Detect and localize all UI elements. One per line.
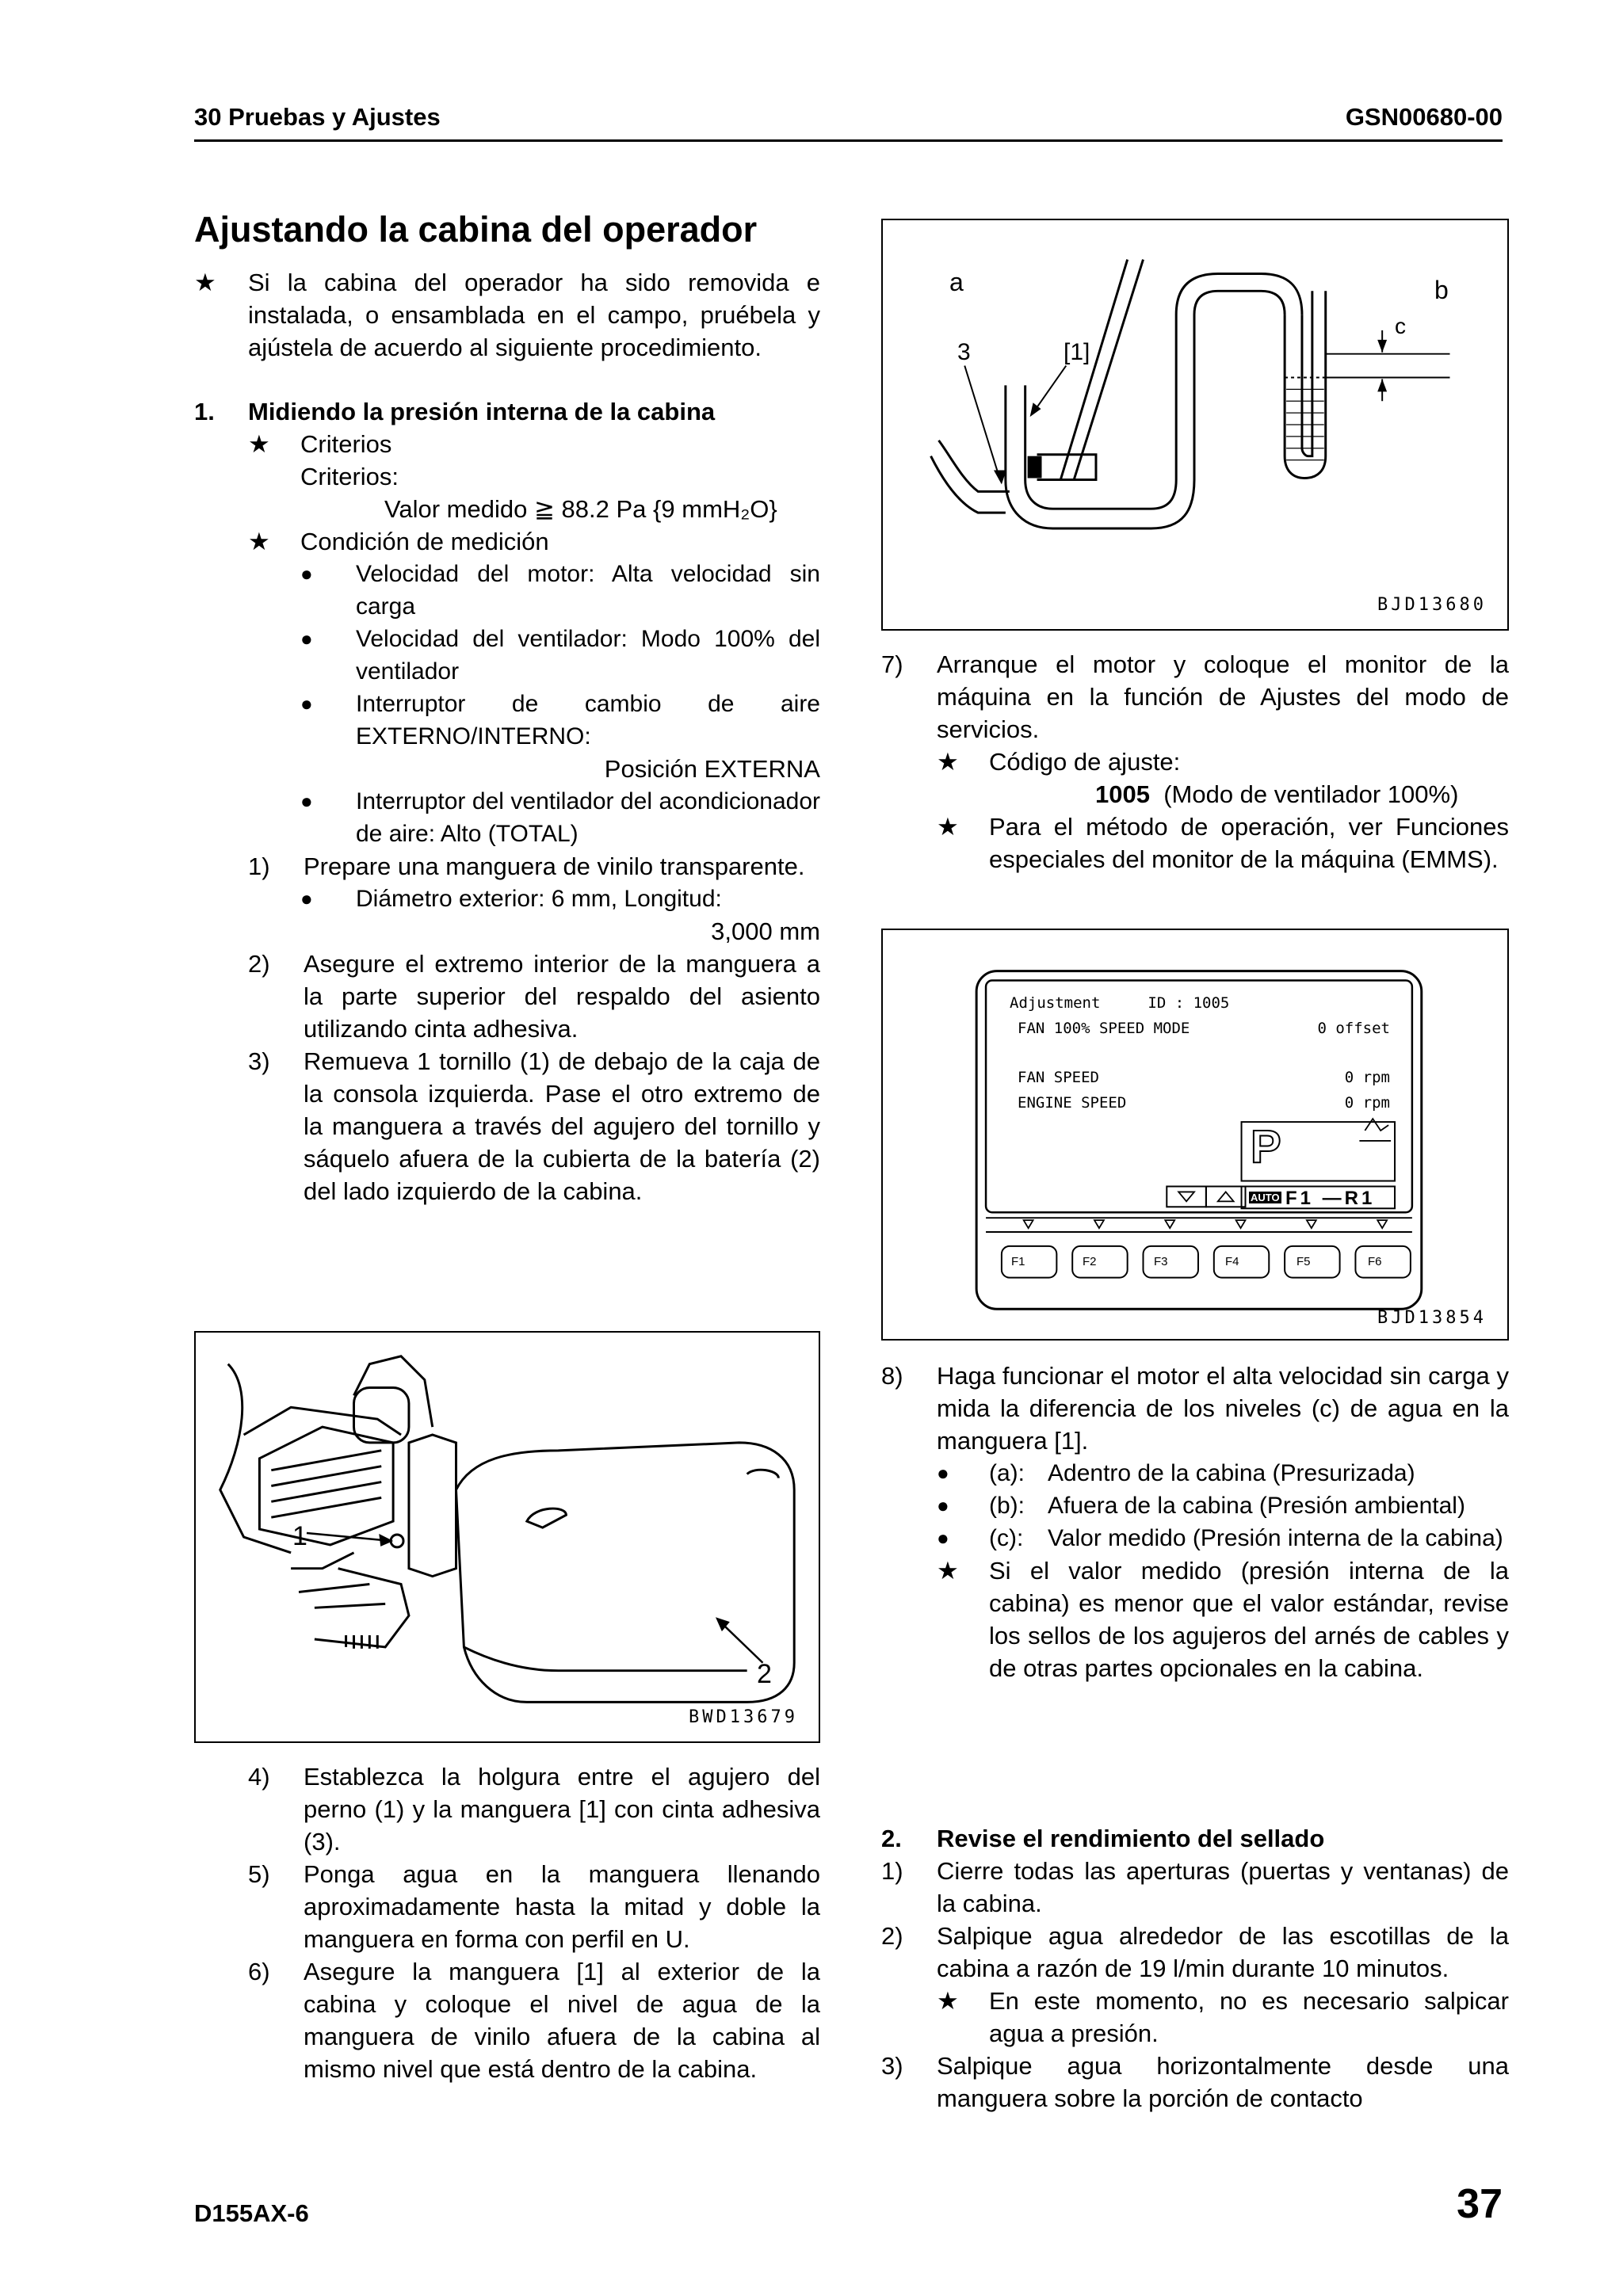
condition-item [194, 623, 820, 688]
bullet-icon: ● [937, 1461, 949, 1485]
screen-fan-speed-val: 0 rpm [1344, 1069, 1390, 1086]
section-2-title: Revise el rendimiento del sellado [937, 1825, 1325, 1852]
step-7-code [881, 778, 1509, 810]
monitor-screen-text [1010, 990, 1390, 1116]
condition-item [194, 688, 820, 753]
condition-value: Posición EXTERNA [604, 755, 820, 783]
condition-item [194, 558, 820, 623]
screen-park-indicator: P [1251, 1121, 1281, 1173]
screen-engine-row [1010, 1090, 1390, 1116]
figure-code: BJD13680 [1377, 595, 1487, 615]
bullet-icon: ● [937, 1493, 949, 1517]
step-2 [194, 948, 820, 1045]
battery-cover-drawing [196, 1333, 819, 1741]
condition-star-row [194, 525, 820, 558]
callout-2: 2 [757, 1659, 772, 1689]
step-number: 6) [248, 1958, 270, 1985]
condition-star-text: Condición de medición [300, 528, 549, 555]
label-a: a [949, 268, 964, 296]
header-doc-code: GSN00680-00 [1345, 103, 1503, 131]
section-2-number: 2. [881, 1825, 902, 1852]
screen-fan-speed: FAN SPEED [1018, 1069, 1099, 1086]
figure-code: BWD13679 [689, 1707, 798, 1727]
code-label: Código de ajuste: [989, 748, 1181, 776]
condition-item [194, 785, 820, 850]
bullet-icon: ● [300, 627, 313, 650]
label-b: b [1434, 276, 1449, 304]
step-number: 3) [881, 2052, 903, 2080]
f4-key[interactable]: F4 [1225, 1255, 1239, 1268]
screen-id: ID : 1005 [1148, 994, 1230, 1012]
condition-text: Velocidad del ventilador: Modo 100% del ventilador [356, 626, 820, 685]
step-8-bullet-b [881, 1489, 1509, 1522]
figure-manometer [881, 219, 1509, 631]
bullet-key: (a): [989, 1460, 1025, 1486]
step-number: 5) [248, 1860, 270, 1888]
step-8-bullet-c [881, 1522, 1509, 1554]
bullet-icon: ● [300, 789, 313, 813]
step-8 [881, 1360, 1509, 1457]
screen-gear: F1 —R1 [1285, 1188, 1376, 1209]
step-number: 4) [248, 1763, 270, 1791]
screen-adjustment: Adjustment [1010, 994, 1101, 1012]
criteria-value: Valor medido ≧ 88.2 Pa {9 mmH₂O} [384, 495, 777, 523]
step-text: Ponga agua en la manguera llenando aproximadamente hasta la mitad y doble la manguera en forma con perfil en U. [304, 1860, 820, 1953]
criteria-star-text: Criterios [300, 430, 392, 458]
callout-1: 1 [292, 1521, 307, 1551]
bullet-icon: ● [300, 887, 313, 910]
step-3 [194, 1045, 820, 1207]
bullet-icon: ● [300, 562, 313, 585]
step-text: Haga funcionar el motor el alta velocidad sin carga y mida la diferencia de los niveles (c) de agua en la manguera [1]. [937, 1362, 1509, 1455]
label-hose: [1] [1064, 339, 1090, 365]
s2-step-2 [881, 1920, 1509, 1985]
page-title: Ajustando la cabina del operador [194, 209, 758, 250]
step-6 [194, 1955, 820, 2085]
bullet-icon: ● [937, 1526, 949, 1550]
intro-text: Si la cabina del operador ha sido removida e instalada, o ensamblada en el campo, pruébela y ajústela de acuerdo al siguiente procedimiento. [248, 269, 820, 361]
f3-key[interactable]: F3 [1154, 1255, 1168, 1268]
f1-key[interactable]: F1 [1011, 1255, 1025, 1268]
star-icon: ★ [937, 813, 959, 841]
screen-title-row [1010, 990, 1390, 1016]
star-icon: ★ [937, 1987, 959, 2015]
criteria-label: Criterios: [300, 463, 399, 490]
bullet-key: (c): [989, 1525, 1024, 1551]
star-icon: ★ [194, 269, 216, 296]
bullet-text: Afuera de la cabina (Presión ambiental) [1048, 1493, 1465, 1519]
bullet-key: (b): [989, 1493, 1025, 1519]
condition-text: Interruptor del ventilador del acondicionador de aire: Alto (TOTAL) [356, 788, 820, 847]
screen-engine-speed-val: 0 rpm [1344, 1094, 1390, 1112]
right-column-b [881, 1360, 1509, 1684]
step-number: 1) [881, 1857, 903, 1885]
section-1-number: 1. [194, 398, 215, 425]
footer-model: D155AX-6 [194, 2199, 309, 2227]
section-1-heading [194, 395, 820, 428]
condition-text: Velocidad del motor: Alta velocidad sin carga [356, 561, 820, 620]
step-number: 2) [248, 950, 270, 978]
step-8-note [881, 1554, 1509, 1684]
step-7 [881, 648, 1509, 746]
step-number: 3) [248, 1047, 270, 1075]
star-icon: ★ [248, 430, 270, 458]
left-column [194, 266, 820, 1207]
note-text: En este momento, no es necesario salpicar agua a presión. [989, 1987, 1509, 2047]
bullet-icon: ● [300, 692, 313, 715]
condition-text: Interruptor de cambio de aire EXTERNO/INTERNO: [356, 691, 820, 749]
f5-key[interactable]: F5 [1296, 1255, 1311, 1268]
star-icon: ★ [937, 1557, 959, 1585]
right-column-a [881, 648, 1509, 875]
adjustment-code: 1005 [1095, 780, 1150, 808]
s2-step-1 [881, 1855, 1509, 1920]
step-4 [194, 1760, 820, 1858]
step-text: Establezca la holgura entre el agujero del perno (1) y la manguera [1] con cinta adhesiva (3). [304, 1763, 820, 1855]
screen-mode: FAN 100% SPEED MODE [1018, 1020, 1190, 1037]
s2-step-2-note [881, 1985, 1509, 2050]
step-7-note [881, 810, 1509, 875]
step-1 [194, 850, 820, 883]
manometer-drawing [883, 220, 1507, 629]
bullet-text: Diámetro exterior: 6 mm, Longitud: [356, 886, 722, 912]
step-text: Cierre todas las aperturas (puertas y ventanas) de la cabina. [937, 1857, 1509, 1917]
screen-fan-row [1010, 1065, 1390, 1090]
header-section: 30 Pruebas y Ajustes [194, 103, 441, 131]
bullet-text: Valor medido (Presión interna de la cabina) [1048, 1525, 1503, 1551]
figure-code: BJD13854 [1377, 1308, 1487, 1328]
criteria-star-row [194, 428, 820, 460]
note-text: Para el método de operación, ver Funciones especiales del monitor de la máquina (EMMS). [989, 813, 1509, 873]
step-1-bullet-value: 3,000 mm [711, 917, 820, 945]
right-column-c [881, 1822, 1509, 2115]
figure-monitor [881, 929, 1509, 1341]
section-1-title: Midiendo la presión interna de la cabina [248, 398, 716, 425]
step-7-code-row [881, 746, 1509, 778]
screen-engine-speed: ENGINE SPEED [1018, 1094, 1127, 1112]
f2-key[interactable]: F2 [1083, 1255, 1097, 1268]
step-text: Salpique agua horizontalmente desde una manguera sobre la porción de contacto [937, 2052, 1509, 2112]
page-number: 37 [1457, 2181, 1503, 2227]
adjustment-code-desc: (Modo de ventilador 100%) [1163, 780, 1459, 808]
step-8-bullet-a [881, 1457, 1509, 1489]
step-number: 2) [881, 1922, 903, 1950]
step-5 [194, 1858, 820, 1955]
step-text: Remueva 1 tornillo (1) de debajo de la caja de la consola izquierda. Pase el otro extremo de la manguera a través del agujero del tornillo y sáquelo afuera de la cubierta de la batería (2) del lado izquierdo de la cabina. [304, 1047, 820, 1205]
screen-auto-badge: AUTO [1251, 1192, 1280, 1203]
header-rule [194, 139, 1503, 142]
screen-mode-row [1010, 1016, 1390, 1041]
section-2-heading [881, 1822, 1509, 1855]
bullet-text: Adentro de la cabina (Presurizada) [1048, 1460, 1415, 1486]
step-text: Arranque el motor y coloque el monitor de la máquina en la función de Ajustes del modo de servicios. [937, 650, 1509, 743]
note-text: Si el valor medido (presión interna de la cabina) es menor que el valor estándar, revise los sellos de los agujeros del arnés de cables y de otras partes opcionales en la cabina. [989, 1557, 1509, 1682]
screen-offset: 0 offset [1317, 1020, 1390, 1037]
label-3: 3 [957, 339, 971, 365]
star-icon: ★ [248, 528, 270, 555]
step-text: Asegure el extremo interior de la manguera a la parte superior del respaldo del asiento utilizando cinta adhesiva. [304, 950, 820, 1043]
s2-step-3 [881, 2050, 1509, 2115]
label-c: c [1395, 314, 1406, 338]
step-number: 7) [881, 650, 903, 678]
star-icon: ★ [937, 748, 959, 776]
step-text: Salpique agua alrededor de las escotillas de la cabina a razón de 19 l/min durante 10 minutos. [937, 1922, 1509, 1982]
left-column-lower [194, 1760, 820, 2085]
intro-note [194, 266, 820, 364]
step-1-bullet [194, 883, 820, 915]
step-number: 8) [881, 1362, 903, 1390]
step-number: 1) [248, 852, 270, 880]
step-text: Prepare una manguera de vinilo transparente. [304, 852, 805, 880]
f6-key[interactable]: F6 [1368, 1255, 1382, 1268]
figure-battery-cover [194, 1331, 820, 1743]
step-text: Asegure la manguera [1] al exterior de la cabina y coloque el nivel de agua de la manguera de vinilo afuera de la cabina al mismo nivel que está dentro de la cabina. [304, 1958, 820, 2083]
